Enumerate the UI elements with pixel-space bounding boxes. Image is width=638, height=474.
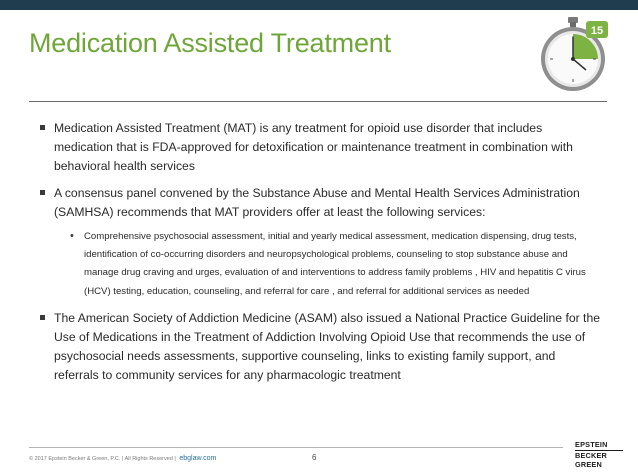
slide-title: Medication Assisted Treatment — [29, 28, 391, 58]
square-bullet-icon — [40, 190, 45, 195]
title-divider — [29, 101, 607, 102]
footer-copyright — [29, 455, 216, 462]
sub-bullet-text: Comprehensive psychosocial assessment, initial and yearly medical assessment, medication dispensing, drug tests, identification of co-occurring disorders and neuropsychological problems, counseling to stop substance abuse and manage drug craving and urges, evaluation of and interventions to address family problems , HIV and hepatitis C virus (HCV) testing, education, counseling, and referral for care , and referral for additional services as needed — [84, 231, 586, 297]
square-bullet-icon — [40, 125, 45, 130]
slide-content — [40, 119, 600, 385]
bullet-text: The American Society of Addiction Medicine (ASAM) also issued a National Practice Guideline for the Use of Medications in the Treatment of Addiction Involving Opioid Use that recommends the use of psychosocial needs assessments, supportive counseling, links to existing family support, and referrals to community services for any pharmacologic treatment — [54, 310, 600, 382]
bullet-text: A consensus panel convened by the Substance Abuse and Mental Health Services Administration (SAMHSA) recommends that MAT providers offer at least the following services: — [54, 186, 580, 219]
logo-line: GREEN — [575, 460, 602, 469]
company-logo — [575, 440, 623, 470]
square-bullet-icon — [40, 315, 45, 320]
bullet-text: Medication Assisted Treatment (MAT) is any treatment for opioid use disorder that includes medication that is FDA-approved for detoxification or maintenance treatment in combination with behavioral health services — [54, 121, 573, 173]
logo-line: EPSTEIN — [575, 440, 608, 449]
website-link[interactable]: ebglaw.com — [179, 455, 217, 462]
bullet-item — [40, 184, 600, 301]
footer-divider — [29, 447, 563, 448]
sub-bullet-item — [68, 228, 600, 301]
bullet-item — [40, 119, 600, 176]
stopwatch-icon — [534, 15, 612, 93]
logo-line: BECKER — [575, 450, 623, 461]
timer-number: 15 — [590, 25, 604, 37]
top-bar — [0, 0, 638, 10]
bullet-item — [40, 309, 600, 385]
copyright-text: © 2017 Epstein Becker & Green, P.C. | All Rights Reserved | — [29, 456, 176, 462]
round-bullet-icon: • — [70, 230, 74, 242]
page-number: 6 — [312, 453, 317, 462]
sub-bullet-list — [68, 228, 600, 301]
